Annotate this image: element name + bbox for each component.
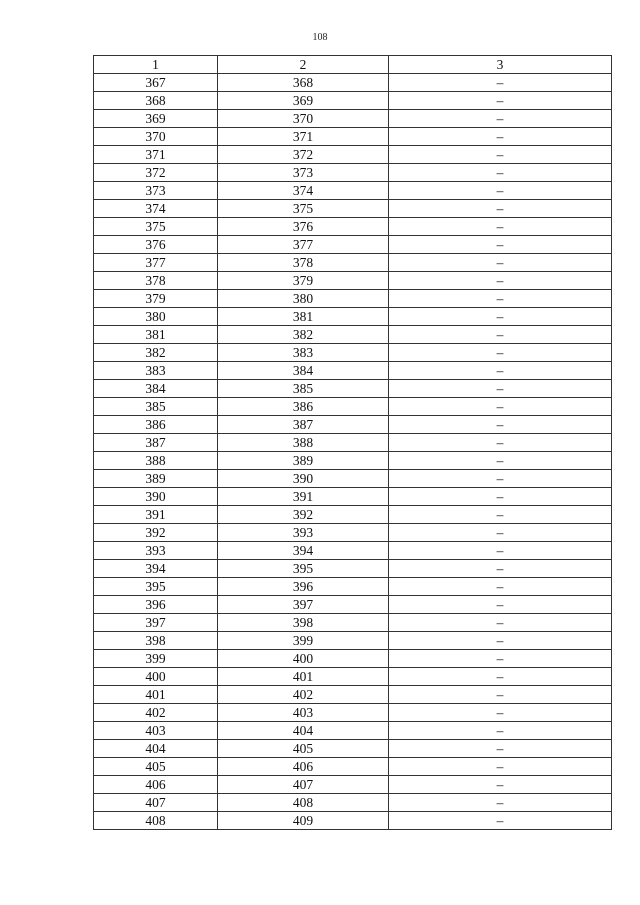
table-row bbox=[94, 470, 612, 488]
table-cell-col-3: – bbox=[389, 290, 612, 308]
table-cell-col-1: 391 bbox=[94, 506, 218, 524]
table-row bbox=[94, 488, 612, 506]
table-cell-col-1: 379 bbox=[94, 290, 218, 308]
table-cell-col-2: 408 bbox=[218, 794, 389, 812]
table-cell-col-2: 397 bbox=[218, 596, 389, 614]
table-cell-col-3: – bbox=[389, 74, 612, 92]
table-cell-col-2: 372 bbox=[218, 146, 389, 164]
table-cell-col-3: – bbox=[389, 632, 612, 650]
table-row bbox=[94, 722, 612, 740]
table-row bbox=[94, 182, 612, 200]
table-row bbox=[94, 740, 612, 758]
table-cell-col-2: 405 bbox=[218, 740, 389, 758]
table-cell-col-3: – bbox=[389, 650, 612, 668]
table-cell-col-2: 404 bbox=[218, 722, 389, 740]
table-cell-col-1: 372 bbox=[94, 164, 218, 182]
table-row bbox=[94, 776, 612, 794]
table-cell-col-2: 371 bbox=[218, 128, 389, 146]
table-cell-col-2: 409 bbox=[218, 812, 389, 830]
table-cell-col-1: 398 bbox=[94, 632, 218, 650]
table-cell-col-1: 395 bbox=[94, 578, 218, 596]
table-cell-col-2: 392 bbox=[218, 506, 389, 524]
table-cell-col-2: 379 bbox=[218, 272, 389, 290]
table-cell-col-3: – bbox=[389, 596, 612, 614]
table-cell-col-2: 368 bbox=[218, 74, 389, 92]
table-cell-col-3: – bbox=[389, 488, 612, 506]
table-cell-col-3: – bbox=[389, 506, 612, 524]
table-row bbox=[94, 236, 612, 254]
table-cell-col-3: – bbox=[389, 578, 612, 596]
table-cell-col-2: 388 bbox=[218, 434, 389, 452]
table-cell-col-1: 394 bbox=[94, 560, 218, 578]
table-cell-col-2: 399 bbox=[218, 632, 389, 650]
table-row bbox=[94, 308, 612, 326]
table-row bbox=[94, 218, 612, 236]
table-row bbox=[94, 542, 612, 560]
table-cell-col-3: – bbox=[389, 776, 612, 794]
table-cell-col-2: 376 bbox=[218, 218, 389, 236]
table-cell-col-3: – bbox=[389, 704, 612, 722]
table-cell-col-2: 407 bbox=[218, 776, 389, 794]
table-cell-col-2: 393 bbox=[218, 524, 389, 542]
table-cell-col-2: 377 bbox=[218, 236, 389, 254]
table-cell-col-1: 407 bbox=[94, 794, 218, 812]
table-cell-col-2: 400 bbox=[218, 650, 389, 668]
table-cell-col-1: 374 bbox=[94, 200, 218, 218]
table-cell-col-1: 385 bbox=[94, 398, 218, 416]
table-cell-col-1: 396 bbox=[94, 596, 218, 614]
table-cell-col-3: – bbox=[389, 128, 612, 146]
table-cell-col-1: 371 bbox=[94, 146, 218, 164]
table-row bbox=[94, 326, 612, 344]
table-cell-col-1: 397 bbox=[94, 614, 218, 632]
table-row bbox=[94, 632, 612, 650]
table-cell-col-1: 403 bbox=[94, 722, 218, 740]
table-cell-col-1: 378 bbox=[94, 272, 218, 290]
table-cell-col-3: – bbox=[389, 668, 612, 686]
table-cell-col-3: – bbox=[389, 794, 612, 812]
table-body bbox=[94, 74, 612, 830]
table-cell-col-2: 378 bbox=[218, 254, 389, 272]
table-row bbox=[94, 92, 612, 110]
table-cell-col-1: 384 bbox=[94, 380, 218, 398]
table-row bbox=[94, 794, 612, 812]
table-cell-col-1: 401 bbox=[94, 686, 218, 704]
table-cell-col-1: 408 bbox=[94, 812, 218, 830]
table-cell-col-1: 406 bbox=[94, 776, 218, 794]
table-cell-col-1: 389 bbox=[94, 470, 218, 488]
table-cell-col-3: – bbox=[389, 614, 612, 632]
table-cell-col-3: – bbox=[389, 758, 612, 776]
table-cell-col-2: 383 bbox=[218, 344, 389, 362]
table-cell-col-3: – bbox=[389, 236, 612, 254]
table-cell-col-3: – bbox=[389, 344, 612, 362]
table-row bbox=[94, 416, 612, 434]
table-cell-col-1: 402 bbox=[94, 704, 218, 722]
table-cell-col-2: 401 bbox=[218, 668, 389, 686]
column-header-2: 2 bbox=[218, 56, 389, 74]
page-number: 108 bbox=[312, 32, 328, 43]
table-cell-col-2: 394 bbox=[218, 542, 389, 560]
table-cell-col-2: 406 bbox=[218, 758, 389, 776]
table-cell-col-2: 386 bbox=[218, 398, 389, 416]
table-cell-col-3: – bbox=[389, 326, 612, 344]
table-cell-col-1: 393 bbox=[94, 542, 218, 560]
table-cell-col-1: 383 bbox=[94, 362, 218, 380]
table-cell-col-2: 387 bbox=[218, 416, 389, 434]
table-cell-col-1: 367 bbox=[94, 74, 218, 92]
table-cell-col-3: – bbox=[389, 362, 612, 380]
table-cell-col-3: – bbox=[389, 380, 612, 398]
table-cell-col-2: 402 bbox=[218, 686, 389, 704]
table-row bbox=[94, 614, 612, 632]
table-cell-col-1: 370 bbox=[94, 128, 218, 146]
data-table bbox=[93, 55, 612, 830]
column-header-1: 1 bbox=[94, 56, 218, 74]
table-cell-col-1: 392 bbox=[94, 524, 218, 542]
table-cell-col-3: – bbox=[389, 470, 612, 488]
table-cell-col-1: 400 bbox=[94, 668, 218, 686]
table-cell-col-1: 368 bbox=[94, 92, 218, 110]
column-header-3: 3 bbox=[389, 56, 612, 74]
table-row bbox=[94, 650, 612, 668]
table-cell-col-3: – bbox=[389, 200, 612, 218]
table-cell-col-2: 384 bbox=[218, 362, 389, 380]
table-cell-col-2: 373 bbox=[218, 164, 389, 182]
table-cell-col-3: – bbox=[389, 560, 612, 578]
table-cell-col-3: – bbox=[389, 254, 612, 272]
table-cell-col-1: 387 bbox=[94, 434, 218, 452]
table-cell-col-1: 405 bbox=[94, 758, 218, 776]
table-cell-col-2: 403 bbox=[218, 704, 389, 722]
table-row bbox=[94, 398, 612, 416]
table-cell-col-3: – bbox=[389, 812, 612, 830]
table-cell-col-2: 390 bbox=[218, 470, 389, 488]
table-cell-col-2: 385 bbox=[218, 380, 389, 398]
table-cell-col-3: – bbox=[389, 434, 612, 452]
table-cell-col-3: – bbox=[389, 398, 612, 416]
table-cell-col-3: – bbox=[389, 740, 612, 758]
table-row bbox=[94, 560, 612, 578]
table-row bbox=[94, 344, 612, 362]
table-row bbox=[94, 110, 612, 128]
table-cell-col-3: – bbox=[389, 272, 612, 290]
table-cell-col-2: 396 bbox=[218, 578, 389, 596]
table-cell-col-3: – bbox=[389, 164, 612, 182]
table-cell-col-1: 399 bbox=[94, 650, 218, 668]
table-cell-col-2: 370 bbox=[218, 110, 389, 128]
table-row bbox=[94, 434, 612, 452]
table-cell-col-3: – bbox=[389, 110, 612, 128]
table-row bbox=[94, 596, 612, 614]
table-row bbox=[94, 146, 612, 164]
table-cell-col-1: 388 bbox=[94, 452, 218, 470]
table-cell-col-2: 382 bbox=[218, 326, 389, 344]
table-cell-col-1: 382 bbox=[94, 344, 218, 362]
table-row bbox=[94, 254, 612, 272]
table-cell-col-2: 391 bbox=[218, 488, 389, 506]
table-row bbox=[94, 524, 612, 542]
table-cell-col-3: – bbox=[389, 218, 612, 236]
table-cell-col-3: – bbox=[389, 92, 612, 110]
table-cell-col-3: – bbox=[389, 686, 612, 704]
table-row bbox=[94, 704, 612, 722]
table-row bbox=[94, 362, 612, 380]
table-cell-col-3: – bbox=[389, 542, 612, 560]
table-row bbox=[94, 758, 612, 776]
table-cell-col-1: 375 bbox=[94, 218, 218, 236]
table-cell-col-2: 395 bbox=[218, 560, 389, 578]
table-cell-col-3: – bbox=[389, 146, 612, 164]
table-cell-col-3: – bbox=[389, 722, 612, 740]
table-cell-col-1: 377 bbox=[94, 254, 218, 272]
table-row bbox=[94, 200, 612, 218]
table-row bbox=[94, 380, 612, 398]
table-row bbox=[94, 128, 612, 146]
table-cell-col-2: 375 bbox=[218, 200, 389, 218]
table-cell-col-1: 386 bbox=[94, 416, 218, 434]
table-cell-col-2: 369 bbox=[218, 92, 389, 110]
table-cell-col-1: 376 bbox=[94, 236, 218, 254]
table-cell-col-2: 374 bbox=[218, 182, 389, 200]
table-cell-col-1: 381 bbox=[94, 326, 218, 344]
table-cell-col-2: 389 bbox=[218, 452, 389, 470]
table-cell-col-2: 380 bbox=[218, 290, 389, 308]
table-cell-col-1: 390 bbox=[94, 488, 218, 506]
table-cell-col-3: – bbox=[389, 452, 612, 470]
table-row bbox=[94, 578, 612, 596]
table-row bbox=[94, 506, 612, 524]
table-row bbox=[94, 272, 612, 290]
table-row bbox=[94, 164, 612, 182]
table-cell-col-3: – bbox=[389, 416, 612, 434]
table-cell-col-3: – bbox=[389, 182, 612, 200]
table-cell-col-1: 380 bbox=[94, 308, 218, 326]
table-row bbox=[94, 290, 612, 308]
table-cell-col-1: 373 bbox=[94, 182, 218, 200]
table-cell-col-2: 398 bbox=[218, 614, 389, 632]
table-cell-col-1: 369 bbox=[94, 110, 218, 128]
table-cell-col-3: – bbox=[389, 524, 612, 542]
header-row bbox=[94, 56, 612, 74]
table-cell-col-2: 381 bbox=[218, 308, 389, 326]
table-cell-col-1: 404 bbox=[94, 740, 218, 758]
table-row bbox=[94, 668, 612, 686]
table-row bbox=[94, 74, 612, 92]
table-row bbox=[94, 812, 612, 830]
table-cell-col-3: – bbox=[389, 308, 612, 326]
table-row bbox=[94, 452, 612, 470]
table-row bbox=[94, 686, 612, 704]
